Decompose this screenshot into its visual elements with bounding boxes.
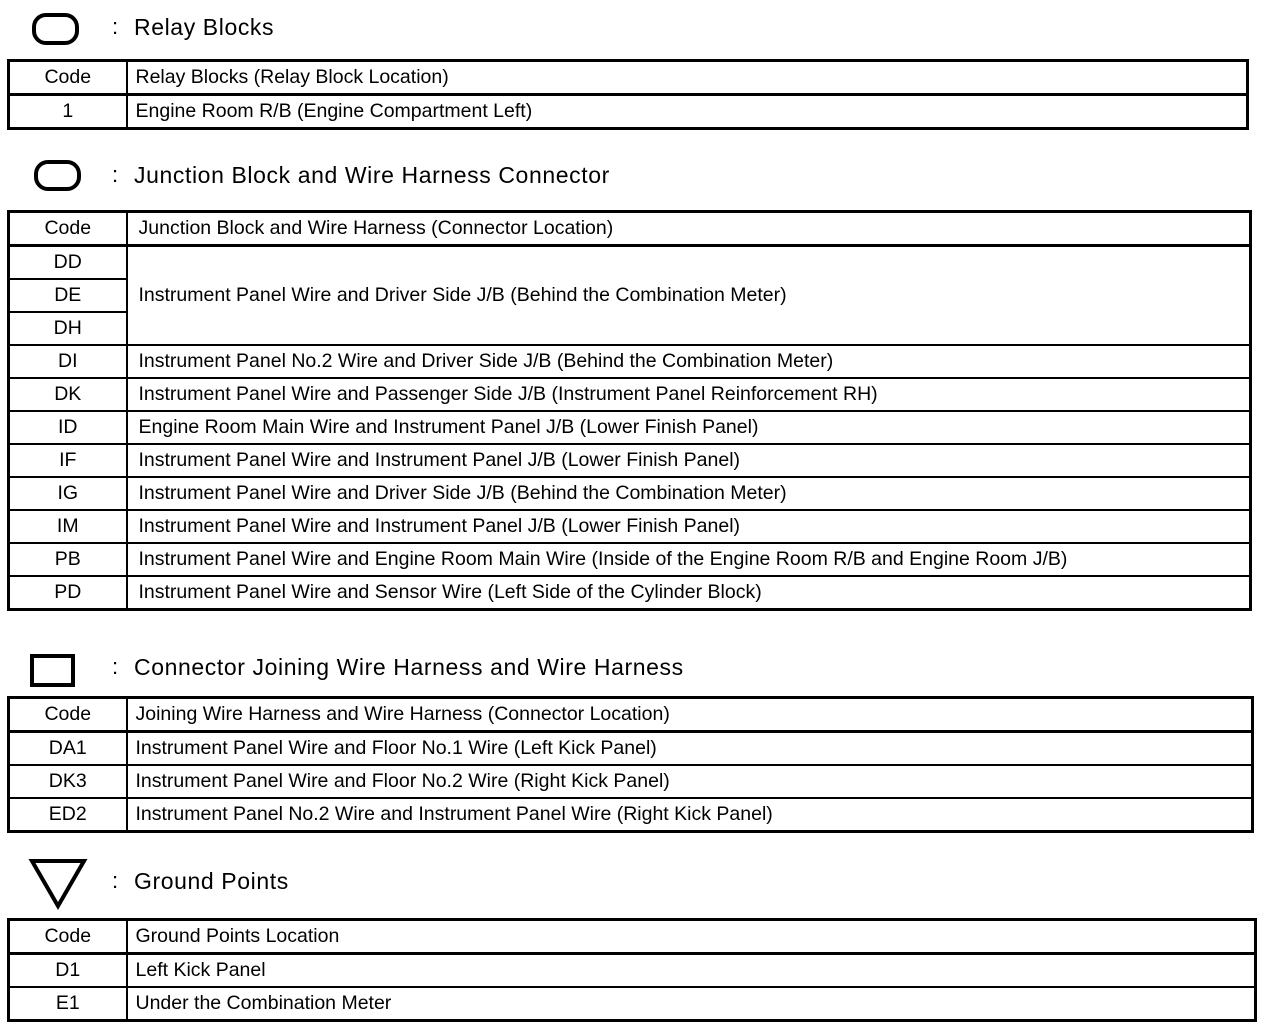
table-header-row	[9, 212, 1251, 246]
junction-block-table	[7, 210, 1252, 611]
row-code: PB	[9, 543, 127, 576]
header-desc: Junction Block and Wire Harness (Connector Location)	[127, 212, 1251, 246]
table-row	[9, 987, 1256, 1021]
row-desc: Instrument Panel No.2 Wire and Instrument Panel Wire (Right Kick Panel)	[127, 798, 1253, 832]
rounded-rect-icon	[33, 158, 83, 194]
row-code: IM	[9, 510, 127, 543]
row-code: DH	[9, 312, 127, 345]
row-desc: Instrument Panel Wire and Instrument Panel J/B (Lower Finish Panel)	[127, 444, 1251, 477]
table-row	[9, 444, 1251, 477]
row-code: DI	[9, 345, 127, 378]
row-code: ED2	[9, 798, 127, 832]
title-text: Connector Joining Wire Harness and Wire Harness	[134, 653, 684, 680]
rounded-rect-icon	[31, 10, 81, 48]
section-title-junction-block	[112, 158, 610, 192]
row-desc: Instrument Panel Wire and Sensor Wire (Left Side of the Cylinder Block)	[127, 576, 1251, 610]
row-desc: Instrument Panel No.2 Wire and Driver Side J/B (Behind the Combination Meter)	[127, 345, 1251, 378]
table-row	[9, 95, 1248, 129]
table-row	[9, 378, 1251, 411]
row-code: DK	[9, 378, 127, 411]
row-desc-merged: Instrument Panel Wire and Driver Side J/B (Behind the Combination Meter)	[127, 246, 1251, 346]
row-code: DA1	[9, 732, 127, 766]
row-desc: Engine Room R/B (Engine Compartment Left)	[127, 95, 1248, 129]
row-code: DD	[9, 246, 127, 280]
row-code: DK3	[9, 765, 127, 798]
section-title-ground-points	[112, 864, 289, 898]
table-header-row	[9, 61, 1248, 95]
header-code: Code	[9, 212, 127, 246]
row-code: DE	[9, 279, 127, 312]
colon: :	[112, 14, 119, 39]
row-code: IG	[9, 477, 127, 510]
table-row	[9, 345, 1251, 378]
row-code: 1	[9, 95, 127, 129]
title-text: Relay Blocks	[134, 13, 275, 40]
row-code: E1	[9, 987, 127, 1021]
colon: :	[112, 162, 119, 187]
row-code: D1	[9, 954, 127, 988]
section-title-connector-joining	[112, 650, 684, 684]
triangle-down-icon	[28, 856, 88, 912]
table-header-row	[9, 698, 1253, 732]
header-desc: Ground Points Location	[127, 920, 1256, 954]
section-title-relay-blocks	[112, 10, 274, 44]
header-desc: Relay Blocks (Relay Block Location)	[127, 61, 1248, 95]
row-desc: Instrument Panel Wire and Floor No.1 Wire (Left Kick Panel)	[127, 732, 1253, 766]
row-desc: Left Kick Panel	[127, 954, 1256, 988]
connector-joining-table	[7, 696, 1254, 833]
header-code: Code	[9, 698, 127, 732]
table-row	[9, 954, 1256, 988]
ground-points-table	[7, 918, 1257, 1022]
table-row	[9, 798, 1253, 832]
colon: :	[112, 654, 119, 679]
table-row	[9, 510, 1251, 543]
title-text: Ground Points	[134, 867, 289, 894]
row-code: PD	[9, 576, 127, 610]
colon: :	[112, 868, 119, 893]
table-header-row	[9, 920, 1256, 954]
row-desc: Instrument Panel Wire and Engine Room Main Wire (Inside of the Engine Room R/B and Engine Room J/B)	[127, 543, 1251, 576]
table-row	[9, 246, 1251, 280]
table-row	[9, 576, 1251, 610]
row-desc: Instrument Panel Wire and Instrument Panel J/B (Lower Finish Panel)	[127, 510, 1251, 543]
table-row	[9, 411, 1251, 444]
row-desc: Instrument Panel Wire and Driver Side J/B (Behind the Combination Meter)	[127, 477, 1251, 510]
table-row	[9, 543, 1251, 576]
relay-blocks-table	[7, 59, 1249, 130]
header-code: Code	[9, 61, 127, 95]
row-desc: Under the Combination Meter	[127, 987, 1256, 1021]
row-desc: Instrument Panel Wire and Floor No.2 Wire (Right Kick Panel)	[127, 765, 1253, 798]
square-icon	[29, 653, 77, 689]
row-desc: Instrument Panel Wire and Passenger Side J/B (Instrument Panel Reinforcement RH)	[127, 378, 1251, 411]
table-row	[9, 732, 1253, 766]
header-code: Code	[9, 920, 127, 954]
row-code: ID	[9, 411, 127, 444]
header-desc: Joining Wire Harness and Wire Harness (Connector Location)	[127, 698, 1253, 732]
row-code: IF	[9, 444, 127, 477]
title-text: Junction Block and Wire Harness Connector	[134, 161, 610, 188]
table-row	[9, 765, 1253, 798]
table-row	[9, 477, 1251, 510]
row-desc: Engine Room Main Wire and Instrument Panel J/B (Lower Finish Panel)	[127, 411, 1251, 444]
